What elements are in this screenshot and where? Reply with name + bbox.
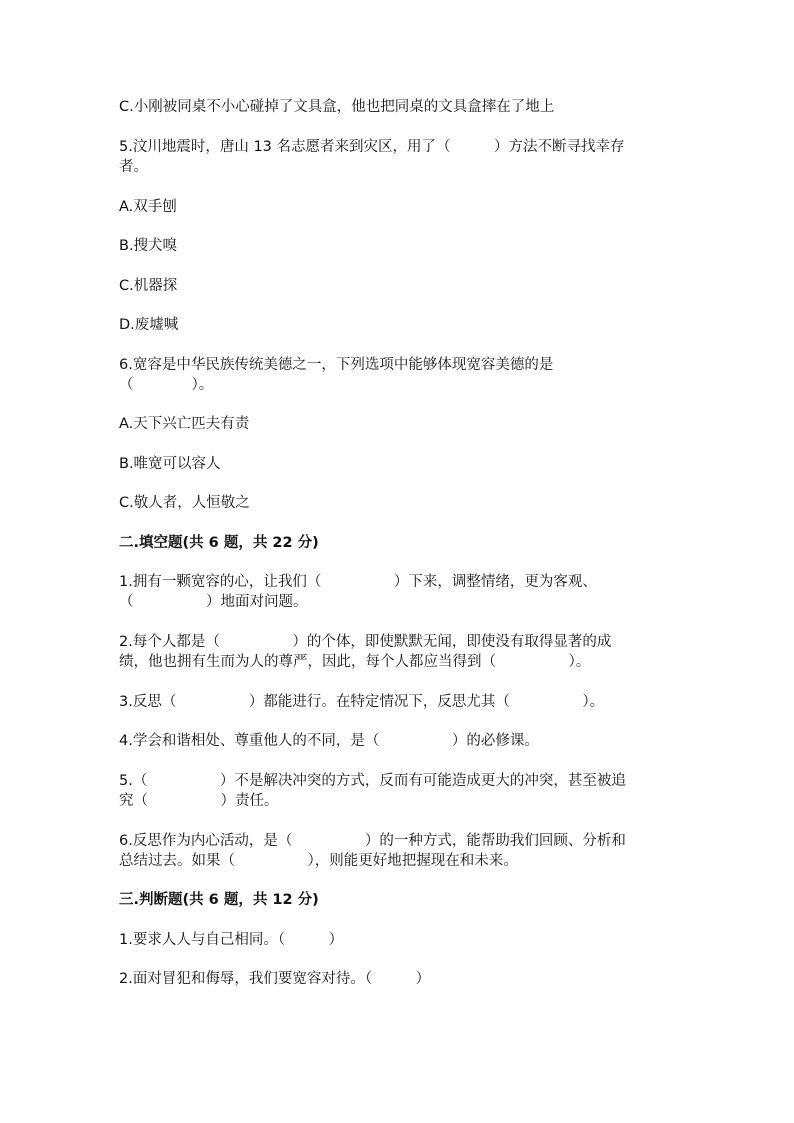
section-heading-true-false: 三.判断题(共 6 题，共 12 分) <box>119 892 319 908</box>
fill-question-3: 3.反思（ ）都能进行。在特定情况下，反思尤其（ ）。 <box>119 694 605 710</box>
fill-question-4: 4.学会和谐相处、尊重他人的不同，是（ ）的必修课。 <box>119 733 539 749</box>
question-5-option-b: B.搜犬嗅 <box>119 238 178 254</box>
judge-question-2: 2.面对冒犯和侮辱，我们要宽容对待。（ ） <box>119 971 431 987</box>
question-6-stem-line1: 6.宽容是中华民族传统美德之一，下列选项中能够体现宽容美德的是 <box>119 357 554 373</box>
fill-question-1-line1: 1.拥有一颗宽容的心，让我们（ ）下来，调整情绪，更为客观、 <box>119 574 597 590</box>
fill-question-6-line2: 总结过去。如果（ ），则能更好地把握现在和未来。 <box>119 853 518 869</box>
fill-question-2-line1: 2.每个人都是（ ）的个体，即使默默无闻，即使没有取得显著的成 <box>119 634 612 650</box>
question-5-option-c: C.机器探 <box>119 278 178 294</box>
question-6-option-b: B.唯宽可以容人 <box>119 456 221 472</box>
question-5-stem-line2: 者。 <box>119 159 148 175</box>
fill-question-1-line2: （ ）地面对问题。 <box>119 594 308 610</box>
question-5-option-a: A.双手刨 <box>119 199 177 215</box>
question-6-option-a: A.天下兴亡匹夫有责 <box>119 416 250 432</box>
fill-question-5-line1: 5.（ ）不是解决冲突的方式，反而有可能造成更大的冲突，甚至被追 <box>119 773 626 789</box>
fill-question-5-line2: 究（ ）责任。 <box>119 793 279 809</box>
option-c-text: C.小刚被同桌不小心碰掉了文具盒，他也把同桌的文具盒摔在了地上 <box>119 99 555 115</box>
fill-question-6-line1: 6.反思作为内心活动，是（ ）的一种方式，能帮助我们回顾、分析和 <box>119 833 626 849</box>
fill-question-2-line2: 绩，他也拥有生而为人的尊严，因此，每个人都应当得到（ ）。 <box>119 654 591 670</box>
question-5-option-d: D.废墟喊 <box>119 317 179 333</box>
judge-question-1: 1.要求人人与自己相同。（ ） <box>119 932 344 948</box>
question-5-stem-line1: 5.汶川地震时，唐山 13 名志愿者来到灾区，用了（ ）方法不断寻找幸存 <box>119 139 625 155</box>
question-6-stem-line2: （ ）。 <box>119 377 214 393</box>
question-6-option-c: C.敬人者，人恒敬之 <box>119 495 250 511</box>
section-heading-fill-in: 二.填空题(共 6 题，共 22 分) <box>119 535 319 551</box>
